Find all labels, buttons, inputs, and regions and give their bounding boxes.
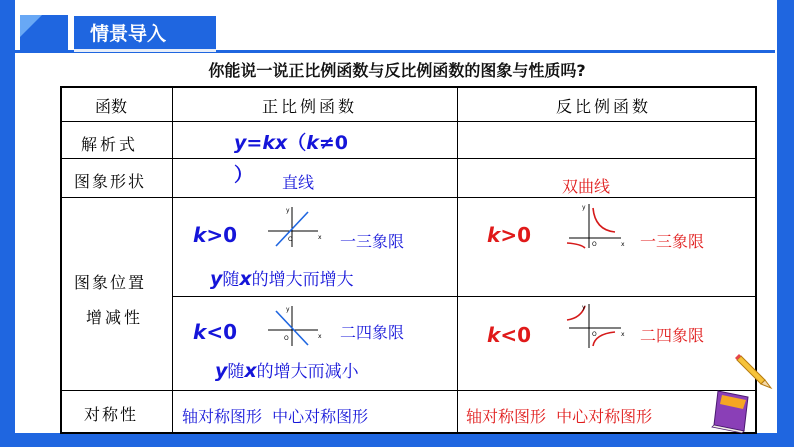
inverse-kpos-condition: [487, 223, 531, 247]
inverse-shape: 双曲线: [562, 177, 611, 196]
inverse-kpos-quadrants: 一三象限: [640, 232, 705, 251]
row-label-symmetry: 对称性: [84, 405, 139, 424]
inverse-symmetry: 轴对称图形 中心对称图形: [466, 407, 653, 426]
inverse-kneg-graph: [565, 300, 627, 350]
table-border-top: [60, 86, 757, 88]
table-line-col2: [457, 86, 458, 434]
table-line-row4: [60, 390, 757, 391]
kpos-trend-text: 的增大而增大: [251, 270, 354, 290]
svg-text:x: x: [318, 333, 322, 340]
expr-paren: （: [287, 132, 307, 154]
direct-kpos-quadrants: 一三象限: [340, 232, 405, 251]
book-icon: [708, 385, 758, 433]
row-label-monotonicity: 增减性: [86, 308, 144, 327]
bottom-frame-bar: [0, 433, 794, 447]
header-corner-decoration: [20, 15, 68, 53]
kpos-cond: >0: [206, 223, 237, 247]
svg-text:O: O: [592, 331, 597, 338]
kneg-k: k: [193, 320, 207, 344]
row-label-expression: 解析式: [81, 135, 139, 154]
table-line-mid: [172, 296, 757, 297]
inv-kpos-k: k: [487, 223, 501, 247]
direct-kneg-quadrants: 二四象限: [340, 323, 405, 342]
inv-kpos-cond: >0: [500, 223, 531, 247]
direct-expression-close-paren: ）: [234, 164, 254, 186]
inverse-kpos-graph: [565, 200, 627, 250]
inverse-kneg-quadrants: 二四象限: [640, 326, 705, 345]
svg-text:x: x: [318, 234, 322, 241]
inv-kneg-k: k: [487, 323, 501, 347]
table-border-left: [60, 86, 62, 434]
direct-expression: [234, 128, 348, 155]
header-inverse-proportion: 反比例函数: [556, 97, 652, 116]
svg-text:x: x: [621, 241, 625, 248]
svg-text:O: O: [288, 236, 293, 243]
table-line-col1: [172, 86, 173, 434]
kneg-sui: 随: [227, 362, 245, 382]
kneg-cond: <0: [206, 320, 237, 344]
svg-text:x: x: [621, 331, 625, 338]
svg-text:y: y: [582, 304, 586, 311]
expr-kx: kx: [262, 132, 288, 154]
row-label-shape: 图象形状: [74, 172, 147, 191]
expr-ne0: ≠0: [318, 132, 349, 154]
svg-text:O: O: [592, 241, 597, 248]
svg-text:y: y: [286, 207, 290, 214]
expr-eq: =: [246, 132, 263, 154]
table-border-bottom: [60, 432, 757, 434]
kneg-trend-text: 的增大而减小: [256, 362, 359, 382]
direct-kneg-condition: [193, 320, 237, 344]
table-line-row1: [60, 121, 757, 122]
direct-symmetry: 轴对称图形 中心对称图形: [182, 407, 369, 426]
svg-text:O: O: [284, 335, 289, 342]
direct-kpos-trend: [210, 265, 354, 290]
inv-kneg-cond: <0: [500, 323, 531, 347]
table-line-row3: [60, 197, 757, 198]
header-direct-proportion: 正比例函数: [262, 97, 358, 116]
expr-y: y: [234, 132, 247, 154]
direct-shape: 直线: [282, 173, 315, 192]
kpos-y: y: [210, 268, 223, 290]
direct-kpos-graph: [264, 203, 324, 248]
direct-kneg-graph: [264, 302, 324, 347]
header-row-label: 函数: [95, 97, 128, 116]
row-label-position: 图象位置: [74, 273, 147, 292]
inverse-kneg-condition: [487, 323, 531, 347]
kpos-sui: 随: [222, 270, 240, 290]
kpos-k: k: [193, 223, 207, 247]
kpos-x: x: [239, 268, 252, 290]
table-line-row2: [60, 158, 757, 159]
direct-kneg-trend: [215, 357, 359, 382]
kneg-y: y: [215, 360, 228, 382]
kneg-x: x: [244, 360, 257, 382]
section-title: 情景导入: [74, 16, 216, 52]
question-text: 你能说一说正比例函数与反比例函数的图象与性质吗?: [208, 61, 586, 80]
svg-text:y: y: [286, 306, 290, 313]
expr-k: k: [306, 132, 319, 154]
svg-text:y: y: [582, 204, 586, 211]
direct-kpos-condition: [193, 223, 237, 247]
